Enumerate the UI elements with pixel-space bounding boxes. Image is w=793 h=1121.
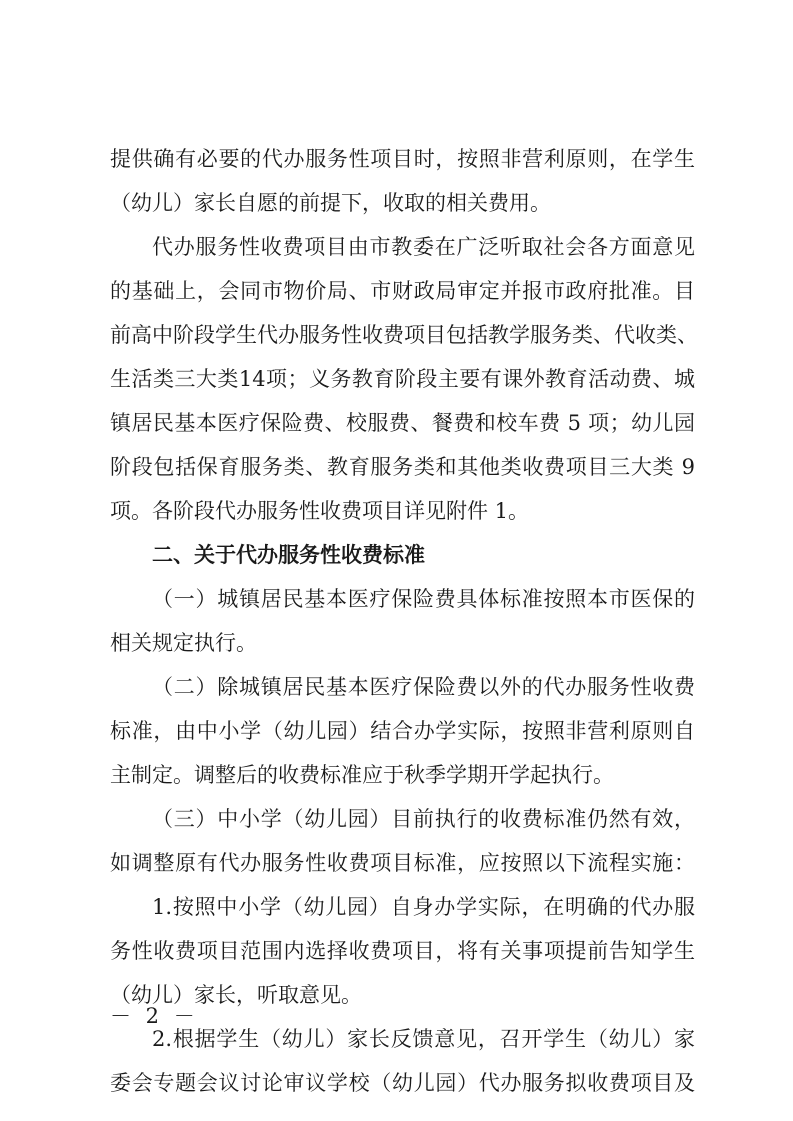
text-line: 前高中阶段学生代办服务性收费项目包括教学服务类、代收类、 bbox=[110, 323, 698, 347]
text-line: 主制定。调整后的收费标准应于秋季学期开学起执行。 bbox=[110, 763, 614, 787]
text-line: 相关规定执行。 bbox=[110, 631, 257, 655]
text-line: 的基础上，会同市物价局、市财政局审定并报市政府批准。目 bbox=[110, 279, 695, 303]
document-body bbox=[110, 137, 698, 1105]
text-line: 如调整原有代办服务性收费项目标准，应按照以下流程实施： bbox=[110, 851, 695, 875]
section-heading: 二、关于代办服务性收费标准 bbox=[152, 543, 425, 567]
text-line: 委会专题会议讨论审议学校（幼儿园）代办服务拟收费项目及 bbox=[110, 1071, 695, 1095]
text-line: 代办服务性收费项目由市教委在广泛听取社会各方面意见 bbox=[152, 235, 695, 259]
text-line: 1.按照中小学（幼儿园）自身办学实际，在明确的代办服 bbox=[152, 895, 695, 919]
text-line: 2.根据学生（幼儿）家长反馈意见，召开学生（幼儿）家 bbox=[152, 1027, 695, 1051]
text-line: 镇居民基本医疗保险费、校服费、餐费和校车费 5 项；幼儿园 bbox=[110, 411, 695, 435]
text-line: （一）城镇居民基本医疗保险费具体标准按照本市医保的 bbox=[152, 587, 695, 611]
text-line: 阶段包括保育服务类、教育服务类和其他类收费项目三大类 9 bbox=[110, 455, 695, 479]
text-line: 提供确有必要的代办服务性项目时，按照非营利原则，在学生 bbox=[110, 147, 695, 171]
text-line: 务性收费项目范围内选择收费项目，将有关事项提前告知学生 bbox=[110, 939, 695, 963]
text-line: 生活类三大类14项；义务教育阶段主要有课外教育活动费、城 bbox=[110, 367, 695, 391]
text-line: （幼儿）家长自愿的前提下，收取的相关费用。 bbox=[110, 191, 551, 215]
text-line: （幼儿）家长，听取意见。 bbox=[110, 983, 362, 1007]
text-line: 项。各阶段代办服务性收费项目详见附件 1。 bbox=[110, 499, 530, 523]
page-number: － 2 － bbox=[110, 1004, 199, 1028]
text-line: （二）除城镇居民基本医疗保险费以外的代办服务性收费 bbox=[152, 675, 695, 699]
text-line: 标准，由中小学（幼儿园）结合办学实际，按照非营利原则自 bbox=[110, 719, 695, 743]
text-line: （三）中小学（幼儿园）目前执行的收费标准仍然有效， bbox=[152, 807, 695, 831]
